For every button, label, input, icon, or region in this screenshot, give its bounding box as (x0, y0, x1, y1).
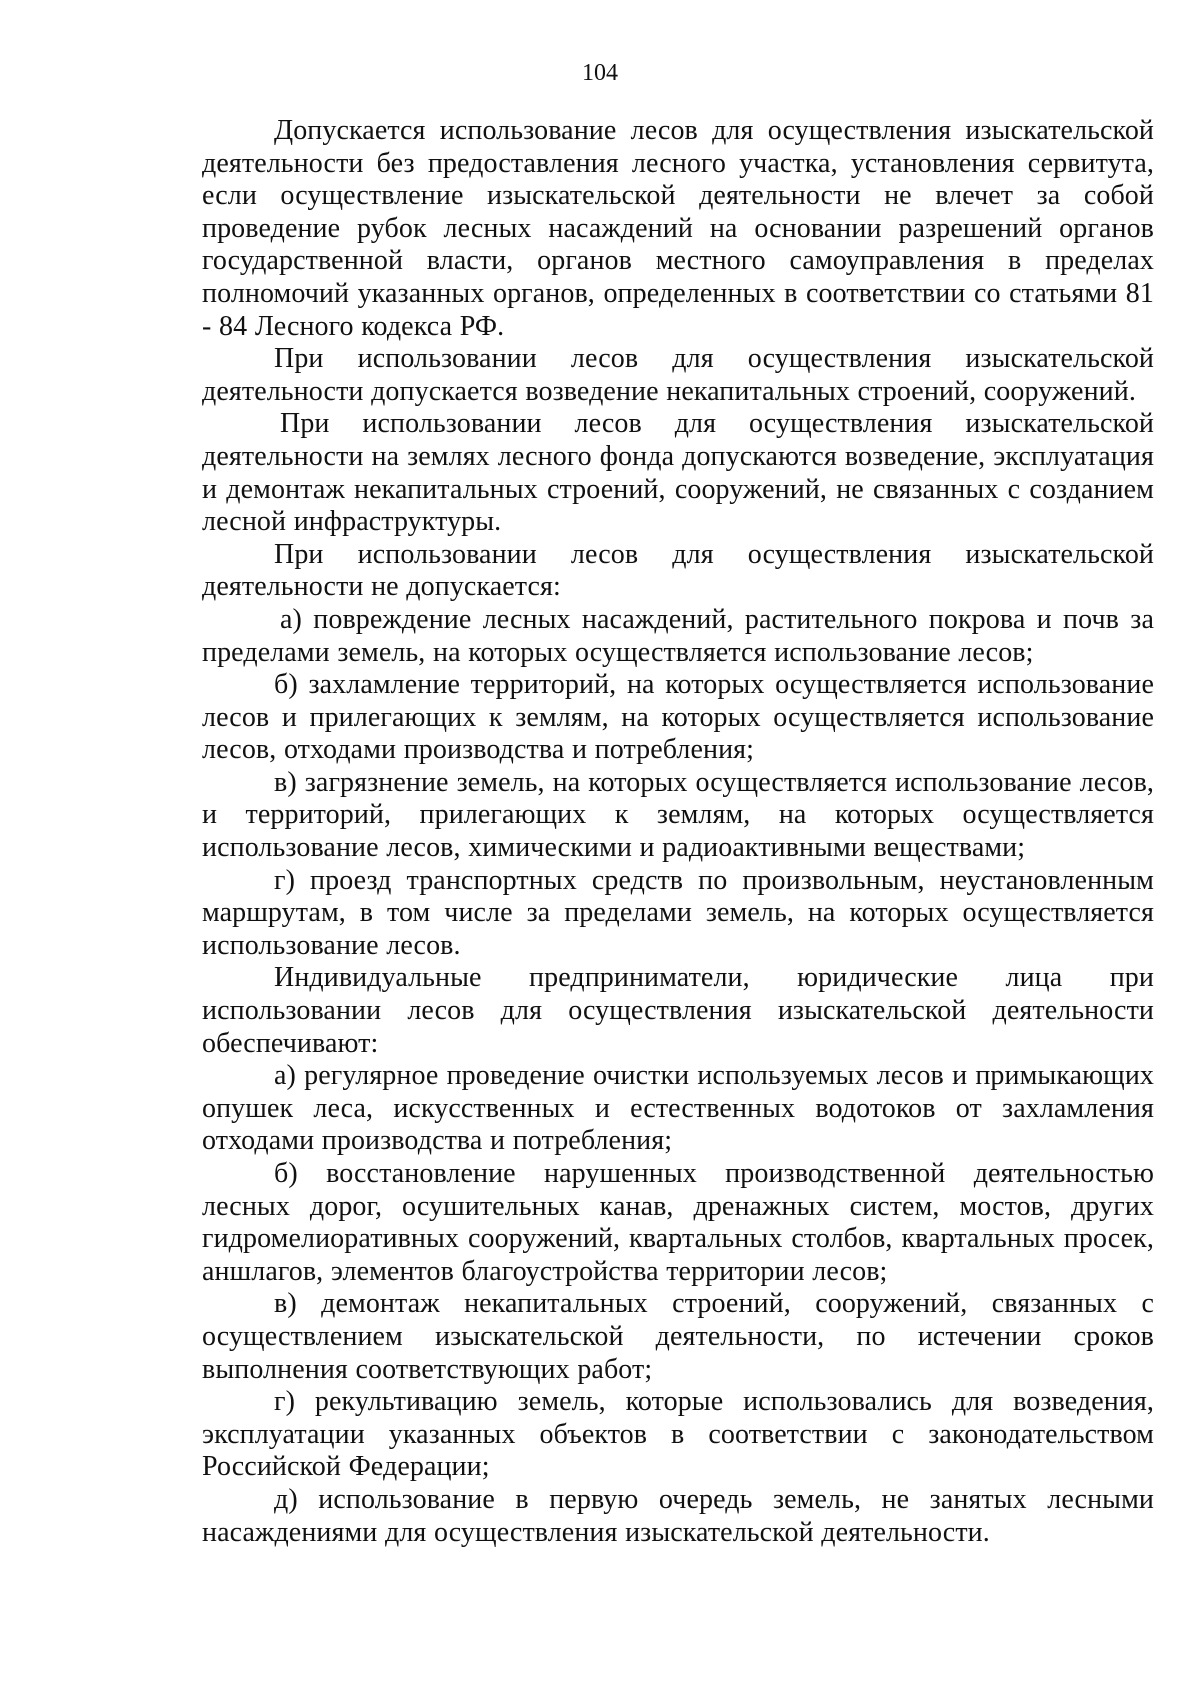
list-item-obligation-d: г) рекультивацию земель, которые использовались для возведения, эксплуатации указанных объектов в соответствии с законодательством Российской Федерации; (202, 1386, 1154, 1483)
list-item-prohibition-c: в) загрязнение земель, на которых осуществляется использование лесов, и территорий, прилегающих к землям, на которых осуществляется использование лесов, химическими и радиоактивными веществами; (202, 766, 1154, 864)
list-item-obligation-e: д) использование в первую очередь земель, не занятых лесными насаждениями для осуществления изыскательской деятельности. (202, 1483, 1154, 1548)
paragraph-surveying-permission: Допускается использование лесов для осуществления изыскательской деятельности без предоставления лесного участка, установления сервитута, если осуществление изыскательской деятельности не влечет за собой проведение рубок лесных насаждений на основании разрешений органов государственной власти, органов местного самоуправления в пределах полномочий указанных органов, определенных в соответствии со статьями 81 - 84 Лесного кодекса РФ. (202, 115, 1154, 342)
paragraph-temporary-structures: При использовании лесов для осуществления изыскательской деятельности допускается возведение некапитальных строений, сооружений. (202, 343, 1154, 407)
page-number: 104 (582, 60, 618, 86)
list-item-prohibition-b: б) захламление территорий, на которых осуществляется использование лесов и прилегающих к землям, на которых осуществляется использование лесов, отходами производства и потребления; (202, 669, 1154, 766)
list-item-obligation-b: б) восстановление нарушенных производственной деятельностью лесных дорог, осушительных канав, дренажных систем, мостов, других гидромелиоративных сооружений, квартальных столбов, квартальных просек, аншлагов, элементов благоустройства территории лесов; (202, 1158, 1154, 1287)
list-item-obligation-a: а) регулярное проведение очистки используемых лесов и примыкающих опушек леса, искусственных и естественных водотоков от захламления отходами производства и потребления; (202, 1060, 1154, 1157)
paragraph-forest-fund-structures: При использовании лесов для осуществления изыскательской деятельности на землях лесного фонда допускаются возведение, эксплуатация и демонтаж некапитальных строений, сооружений, не связанных с созданием лесной инфраструктуры. (202, 408, 1154, 538)
list-item-obligation-c: в) демонтаж некапитальных строений, сооружений, связанных с осуществлением изыскательской деятельности, по истечении сроков выполнения соответствующих работ; (202, 1288, 1154, 1385)
list-item-prohibition-a: а) повреждение лесных насаждений, растительного покрова и почв за пределами земель, на которых осуществляется использование лесов; (202, 603, 1154, 668)
list-item-prohibition-d: г) проезд транспортных средств по произвольным, неустановленным маршрутам, в том числе за пределами земель, на которых осуществляется использование лесов. (202, 864, 1154, 961)
paragraph-prohibitions-intro: При использовании лесов для осуществления изыскательской деятельности не допускается: (202, 538, 1154, 603)
document-body (202, 115, 1154, 1549)
paragraph-obligations-intro: Индивидуальные предприниматели, юридические лица при использовании лесов для осуществления изыскательской деятельности обеспечивают: (202, 962, 1154, 1059)
